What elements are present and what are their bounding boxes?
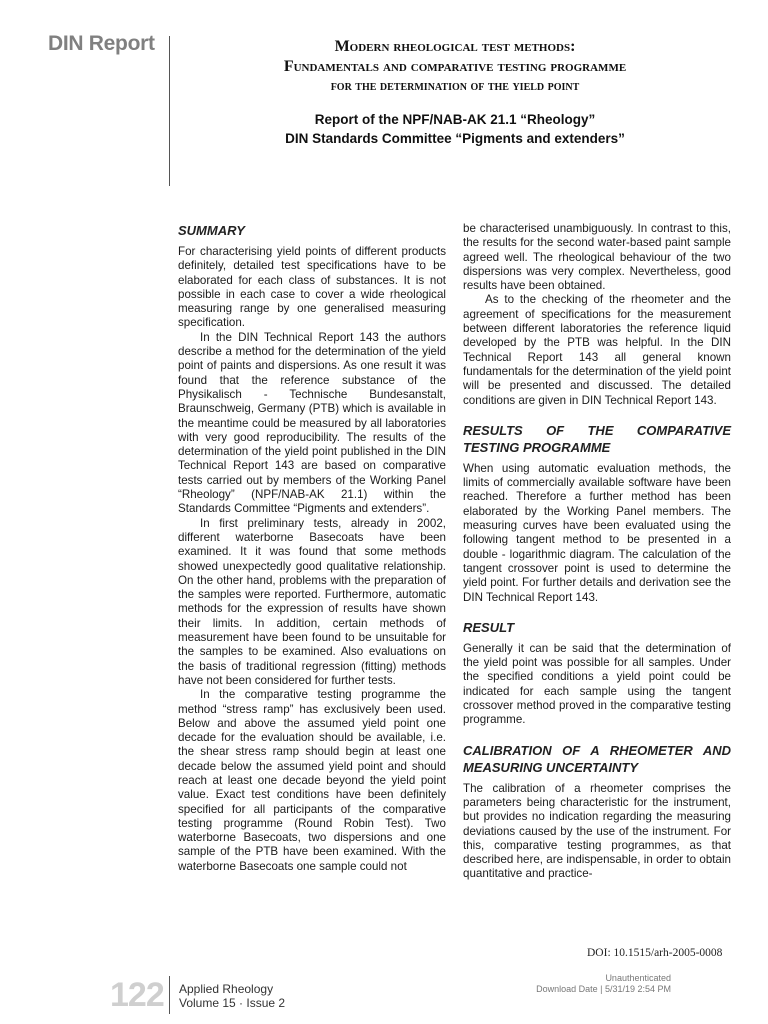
result-heading: RESULT [463, 619, 515, 635]
summary-paragraph: In first preliminary tests, already in 2002, different waterborne Basecoats have been examined. It it was found that some methods showed unexpectedly good qualitative relationship. On the other hand, problems with the preparation of the samples were reported. Furthermore, automatic methods for the expression of results have shown their limits. In addition, certain methods of measurement have been found to be unsuitable for the samples to be examined. Also evaluations on the basis of traditional regression (fitting) methods have not been considered for further tests. [178, 516, 446, 687]
summary-paragraph: For characterising yield points of different products definitely, detailed test specifications have to be elaborated for each class of substances. It is not possible in each case to cover a wide rheological measuring range by one generalised measuring specification. [178, 245, 446, 330]
body-paragraph: be characterised unambiguously. In contrast to this, the results for the second water-based paint sample agreed well. The rheological behaviour of the two dispersions was very complex. Nevertheless, good results have been obtained. [463, 222, 731, 293]
volume-issue: Volume 15 · Issue 2 [179, 996, 286, 1010]
auth-status: Unauthenticated [605, 973, 671, 983]
article-subtitle [200, 110, 710, 148]
title-line-1: Modern rheological test methods: [334, 38, 576, 55]
din-report-brand: DIN Report [48, 32, 155, 55]
article-title [200, 36, 710, 97]
results-heading: RESULTS OF THE COMPARATIVE TESTING PROGRAMME [463, 422, 731, 455]
calibration-heading: CALIBRATION OF A RHEOMETER AND MEASURING UNCERTAINTY [463, 742, 731, 775]
subtitle-line-1: Report of the NPF/NAB-AK 21.1 “Rheology” [314, 112, 596, 127]
right-column [463, 222, 731, 882]
header-vertical-rule [169, 36, 170, 186]
journal-info [179, 982, 285, 1010]
left-column [178, 222, 446, 874]
calibration-paragraph: The calibration of a rheometer comprises the parameters being characteristic for the instrument, but provides no indication regarding the measuring deviations caused by the use of the instrument. For this, comparative testing programmes, as that described here, are indispensable, in order to obtain quantitative and practice- [463, 781, 731, 881]
results-paragraph: When using automatic evaluation methods, the limits of commercially available software have been reached. Therefore a further method has been elaborated by the Working Panel members. The measuring curves have been evaluated using the following tangent method to be presented in a double - logarithmic diagram. The calculation of the tangent crossover point is used to determine the yield point. For further details and derivation see the DIN Technical Report 143. [463, 461, 731, 604]
page-number: 122 [110, 976, 164, 1014]
title-line-3: for the determination of the yield point [330, 79, 580, 94]
doi-link[interactable]: DOI: 10.1515/arh-2005-0008 [587, 947, 723, 959]
download-date: Download Date | 5/31/19 2:54 PM [536, 984, 671, 994]
download-stamp [536, 973, 671, 995]
result-paragraph: Generally it can be said that the determination of the yield point was possible for all samples. Under the specified conditions a yield point could be indicated for each sample using the tangent crossover method proved in the comparative testing programme. [463, 641, 731, 727]
summary-heading: SUMMARY [178, 223, 245, 238]
subtitle-line-2: DIN Standards Committee “Pigments and extenders” [285, 131, 625, 146]
footer-vertical-rule [169, 976, 170, 1014]
summary-paragraph: In the comparative testing programme the method “stress ramp” has exclusively been used. Below and above the assumed yield point one decade for the evaluation should be available, i.e. the shear stress ramp should begin at least one decade below the assumed yield point and should reach at least one decade beyond the yield point value. Exact test conditions have been definitely specified for all participants of the comparative testing programme (Round Robin Test). Two waterborne Basecoats, two dispersions and one sample of the PTB have been examined. With the waterborne Basecoats one sample could not [178, 688, 446, 873]
summary-paragraph: In the DIN Technical Report 143 the authors describe a method for the determination of the yield point of paints and dispersions. As one result it was found that the reference substance of the Physikalisch - Technische Bundesanstalt, Braunschweig, Germany (PTB) which is available in the meantime could be measured by all laboratories with very good reproducibility. The results of the determination of the yield point published in the DIN Technical Report 143 are based on comparative tests carried out by members of the Working Panel “Rheology” (NPF/NAB-AK 21.1) within the Standards Committee “Pigments and extenders”. [178, 330, 446, 516]
title-line-2: Fundamentals and comparative testing programme [283, 58, 627, 75]
body-paragraph: As to the checking of the rheometer and the agreement of specifications for the measurement between different laboratories the reference liquid developed by the PTB was helpful. In the DIN Technical Report 143 all general known fundamentals for the determination of the yield point will be presented and discussed. The detailed conditions are given in DIN Technical Report 143. [463, 293, 731, 407]
journal-name: Applied Rheology [179, 982, 274, 996]
